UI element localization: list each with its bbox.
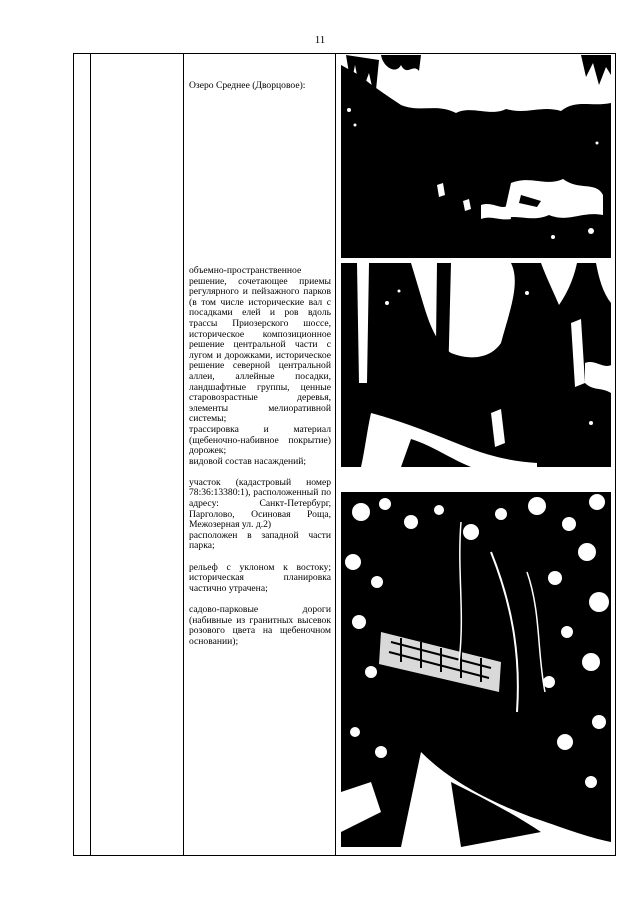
lake-photo (341, 55, 611, 258)
forest-photo (341, 263, 611, 467)
feature-paragraph: трассировка и материал (щебеночно-набивное покрытие) дорожек; (189, 423, 331, 457)
page-number: 11 (314, 34, 326, 46)
feature-paragraph: рельеф с уклоном к востоку; историческая планировка частично утрачена; (189, 561, 331, 594)
bridge-photo (341, 492, 611, 847)
object-heading-cell (189, 81, 331, 92)
object-heading: Озеро Среднее (Дворцовое): (189, 80, 306, 91)
feature-paragraph: объемно-пространственное решение, сочетающее приемы регулярного и пейзажного парков (в том числе исторические вал с посадками елей и ров вдоль трассы Приозерского шоссе, историческое композиционное решение центральной части с лугом и дорожками, историческое решение северной центральной аллеи, аллейные посадки, ландшафтные группы, ценные старовозрастные деревья, элементы мелиоративной системы; (189, 265, 331, 425)
feature-paragraph: участок (кадастровый номер 78:36:13380:1), расположенный по адресу: Санкт-Петербург, Парголово, Осиновая Роща, Межозерная ул. д.2) (189, 476, 331, 531)
feature-paragraph: видовой состав насаждений; (189, 455, 307, 467)
column-divider-3 (335, 53, 336, 856)
column-divider-2 (183, 53, 184, 856)
column-divider-1 (90, 53, 91, 856)
feature-paragraph: садово-парковые дороги (набивные из гранитных высевок розового цвета на щебеночном основании); (189, 604, 331, 647)
feature-paragraph: расположен в западной части парка; (189, 529, 331, 552)
features-cell (189, 266, 331, 647)
